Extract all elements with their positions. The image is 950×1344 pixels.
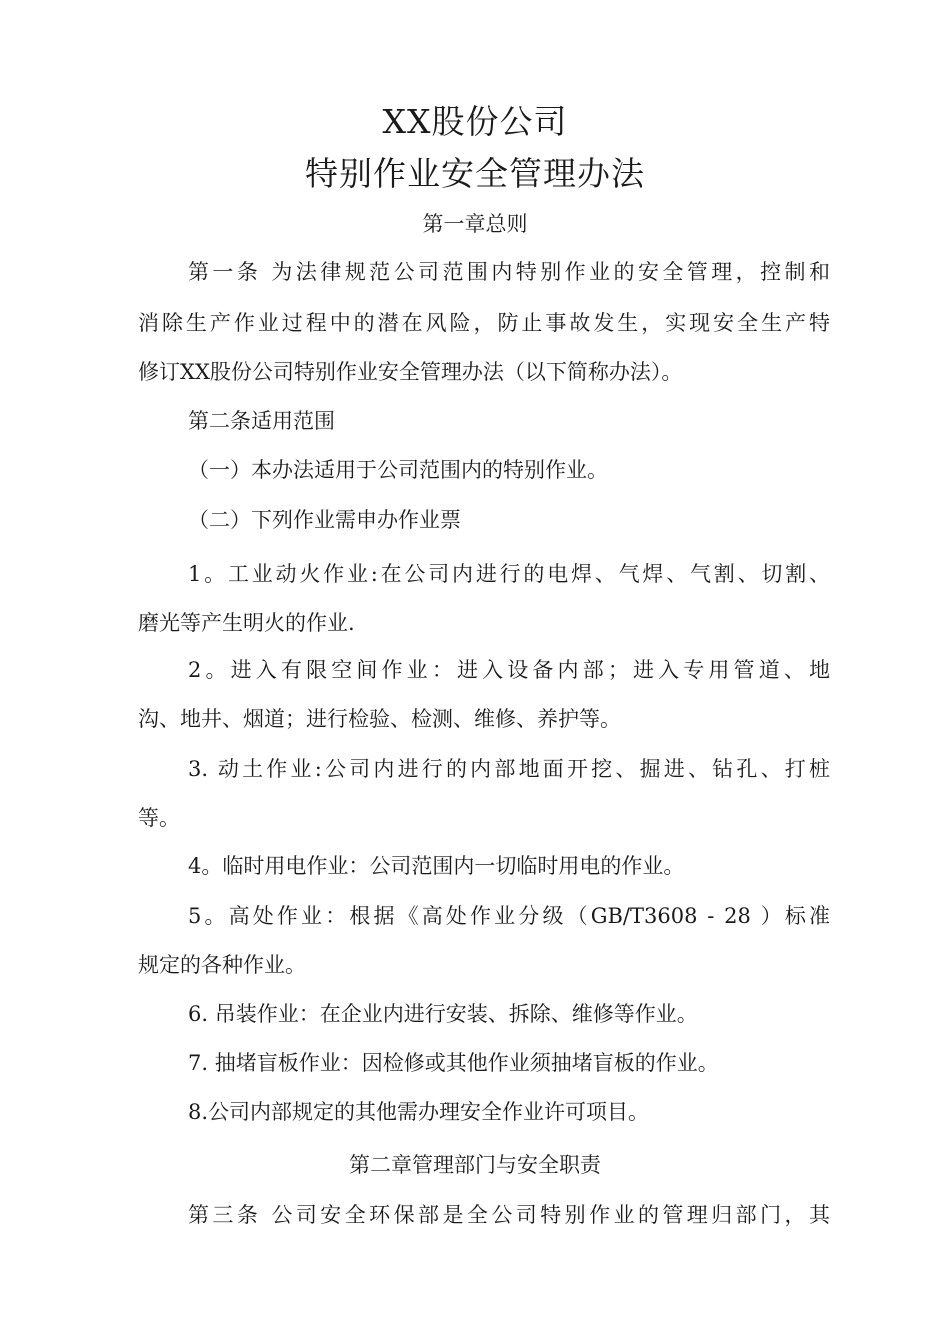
paragraph-line: 6. 吊装作业：在企业内进行安装、拆除、维修等作业。 [188,1002,698,1026]
paragraph-line: 2。进入有限空间作业：进入设备内部；进入专用管道、地 [188,658,830,682]
paragraph-line: 磨光等产生明火的作业. [138,611,355,635]
paragraph-line: 消除生产作业过程中的潜在风险，防止事故发生，实现安全生产特 [138,311,830,335]
chapter-heading-2: 第二章管理部门与安全职责 [349,1153,601,1177]
paragraph-line: 第二条适用范围 [188,409,335,433]
paragraph-line: 等。 [138,806,180,830]
doc-title-company: XX股份公司 [382,102,568,141]
chapter-heading-1: 第一章总则 [422,212,528,236]
paragraph-line: 第一条 为法律规范公司范围内特别作业的安全管理，控制和 [188,260,830,284]
paragraph-line: 4。临时用电作业：公司范围内一切临时用电的作业。 [188,854,685,878]
paragraph-line: 修订XX股份公司特别作业安全管理办法（以下简称办法）。 [138,360,683,384]
paragraph-line: 8.公司内部规定的其他需办理安全作业许可项目。 [188,1100,650,1124]
paragraph-line: 3. 动土作业:公司内进行的内部地面开挖、掘进、钻孔、打桩 [188,757,830,781]
paragraph-line: 规定的各种作业。 [138,953,306,977]
paragraph-line: 第三条 公司安全环保部是全公司特别作业的管理归部门，其 [188,1203,830,1227]
paragraph-line: 沟、地井、烟道；进行检验、检测、维修、养护等。 [138,707,621,731]
paragraph-line: 1。工业动火作业:在公司内进行的电焊、气焊、气割、切割、 [188,562,830,586]
paragraph-line: 5。高处作业：根据《高处作业分级（GB/T3608 - 28 ）标准 [188,904,830,928]
paragraph-line: （一）本办法适用于公司范围内的特别作业。 [188,458,608,482]
paragraph-line: （二）下列作业需申办作业票 [188,508,461,532]
doc-title-main: 特别作业安全管理办法 [305,154,645,193]
paragraph-line: 7. 抽堵盲板作业：因检修或其他作业须抽堵盲板的作业。 [188,1051,719,1075]
